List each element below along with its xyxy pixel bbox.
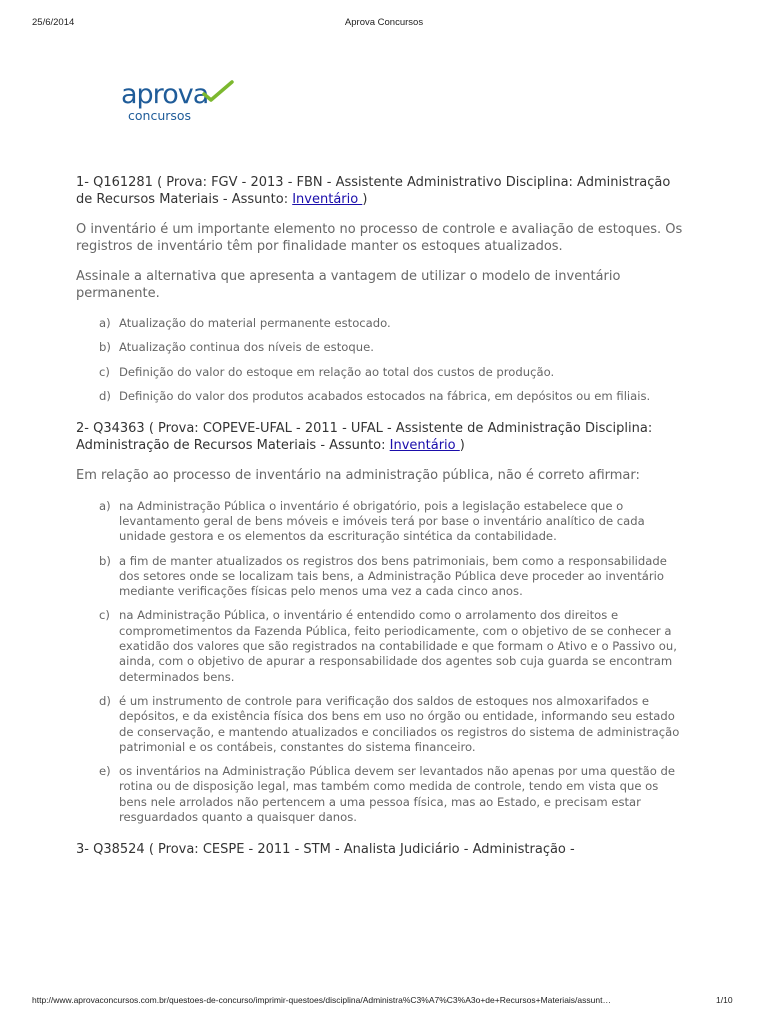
question-header — [76, 420, 688, 454]
question-header-close: ) — [459, 438, 465, 454]
alternative-letter: e) — [99, 764, 111, 779]
alternative-text: Definição do valor do estoque em relação ao total dos custos de produção. — [119, 364, 555, 379]
alternative-text: na Administração Pública, o inventário é entendido como o arrolamento dos direitos e comprometimentos da Fazenda Pública, feito periodicamente, com o objetivo de se conhecer a exatidão dos valores que são registrados na contabilidade e que formam o Ativo e o Passivo ou, ainda, com o objetivo de apurar a responsabilidade dos agentes sob cuja guarda se encontram determinados bens. — [119, 608, 677, 684]
question-prompt: Assinale a alternativa que apresenta a vantagem de utilizar o modelo de inventário permanente. — [76, 269, 621, 301]
alternative-d — [99, 694, 688, 755]
logo-subtitle: concursos — [128, 108, 192, 123]
alternative-letter: d) — [99, 388, 111, 403]
logo-word: aprova — [121, 79, 209, 110]
logo-check-icon — [202, 80, 234, 102]
question-header — [76, 174, 688, 208]
question-2 — [76, 420, 688, 825]
alternative-letter: a) — [99, 316, 111, 330]
alternative-b — [99, 554, 688, 600]
alternative-c — [99, 608, 688, 684]
question-header: 3- Q38524 ( Prova: CESPE - 2011 - STM - Analista Judiciário - Administração - — [76, 842, 575, 858]
print-header-date: 25/6/2014 — [32, 17, 75, 28]
alternative-text: Definição do valor dos produtos acabados estocados na fábrica, em depósitos ou em filiais. — [119, 388, 651, 403]
question-statement: Em relação ao processo de inventário na administração pública, não é correto afirmar: — [76, 468, 640, 484]
alternative-letter: a) — [99, 498, 111, 513]
alternative-letter: c) — [99, 608, 110, 623]
print-footer-url: http://www.aprovaconcursos.com.br/questoes-de-concurso/imprimir-questoes/disciplina/Administra%C3%A7%C3%A3o+de+Recursos+Materiais/assunt… — [32, 995, 611, 1005]
alternative-a — [99, 499, 688, 545]
alternatives-list — [76, 316, 688, 404]
question-header-text: 2- Q34363 ( Prova: COPEVE-UFAL - 2011 - UFAL - Assistente de Administração Disciplina: Administração de Recursos Materiais - Assunto: — [76, 421, 653, 454]
topic-link[interactable]: Inventário — [292, 192, 363, 207]
alternative-b — [99, 340, 688, 355]
topic-link[interactable]: Inventário — [389, 438, 460, 454]
alternative-letter: b) — [99, 553, 111, 568]
question-header-text: 1- Q161281 ( Prova: FGV - 2013 - FBN - Assistente Administrativo Disciplina: Administração de Recursos Materiais - Assunto: — [76, 175, 671, 207]
print-header-title: Aprova Concursos — [344, 17, 424, 28]
alternative-text: Atualização continua dos níveis de estoque. — [119, 340, 374, 355]
aprova-logo — [121, 80, 236, 126]
question-1 — [76, 174, 688, 404]
alternative-a — [99, 316, 688, 331]
alternative-e — [99, 764, 688, 825]
alternative-text: a fim de manter atualizados os registros dos bens patrimoniais, bem como a responsabilidade dos setores onde se localizam tais bens, a Administração Pública deve proceder ao inventário mediante verificações físicas pelo menos uma vez a cada cinco anos. — [119, 553, 667, 599]
alternative-d — [99, 389, 688, 404]
question-statement: O inventário é um importante elemento no processo de controle e avaliação de estoques. Os registros de inventário têm por finalidade manter os estoques atualizados. — [76, 222, 683, 254]
alternative-text: é um instrumento de controle para verificação dos saldos de estoques nos almoxarifados e depósitos, e da existência física dos bens em uso no órgão ou entidade, informando seu estado de conservação, e mantendo atualizados e conciliados os registros do sistema de administração patrimonial e os contábeis, constantes do sistema financeiro. — [119, 693, 680, 754]
alternative-text: os inventários na Administração Pública devem ser levantados não apenas por uma questão de rotina ou de disposição legal, mas também como medida de controle, tendo em vista que os bens nele arrolados não pertencem a uma pessoa física, mas ao Estado, e precisam estar resguardados quanto a quaisquer danos. — [119, 764, 676, 825]
questions-content — [76, 174, 688, 872]
alternative-text: Atualização do material permanente estocado. — [119, 316, 391, 330]
alternative-text: na Administração Pública o inventário é obrigatório, pois a legislação estabelece que o levantamento geral de bens móveis e imóveis terá por base o inventário analítico de cada unidade gestora e os elementos da escrituração sintética da contabilidade. — [119, 498, 645, 544]
alternative-letter: d) — [99, 693, 111, 708]
print-footer-page-number: 1/10 — [716, 995, 733, 1005]
alternative-c — [99, 365, 688, 380]
alternatives-list — [76, 499, 688, 826]
alternative-letter: b) — [99, 340, 111, 355]
question-header-close: ) — [362, 192, 368, 207]
alternative-letter: c) — [99, 364, 110, 379]
question-3 — [76, 841, 688, 858]
